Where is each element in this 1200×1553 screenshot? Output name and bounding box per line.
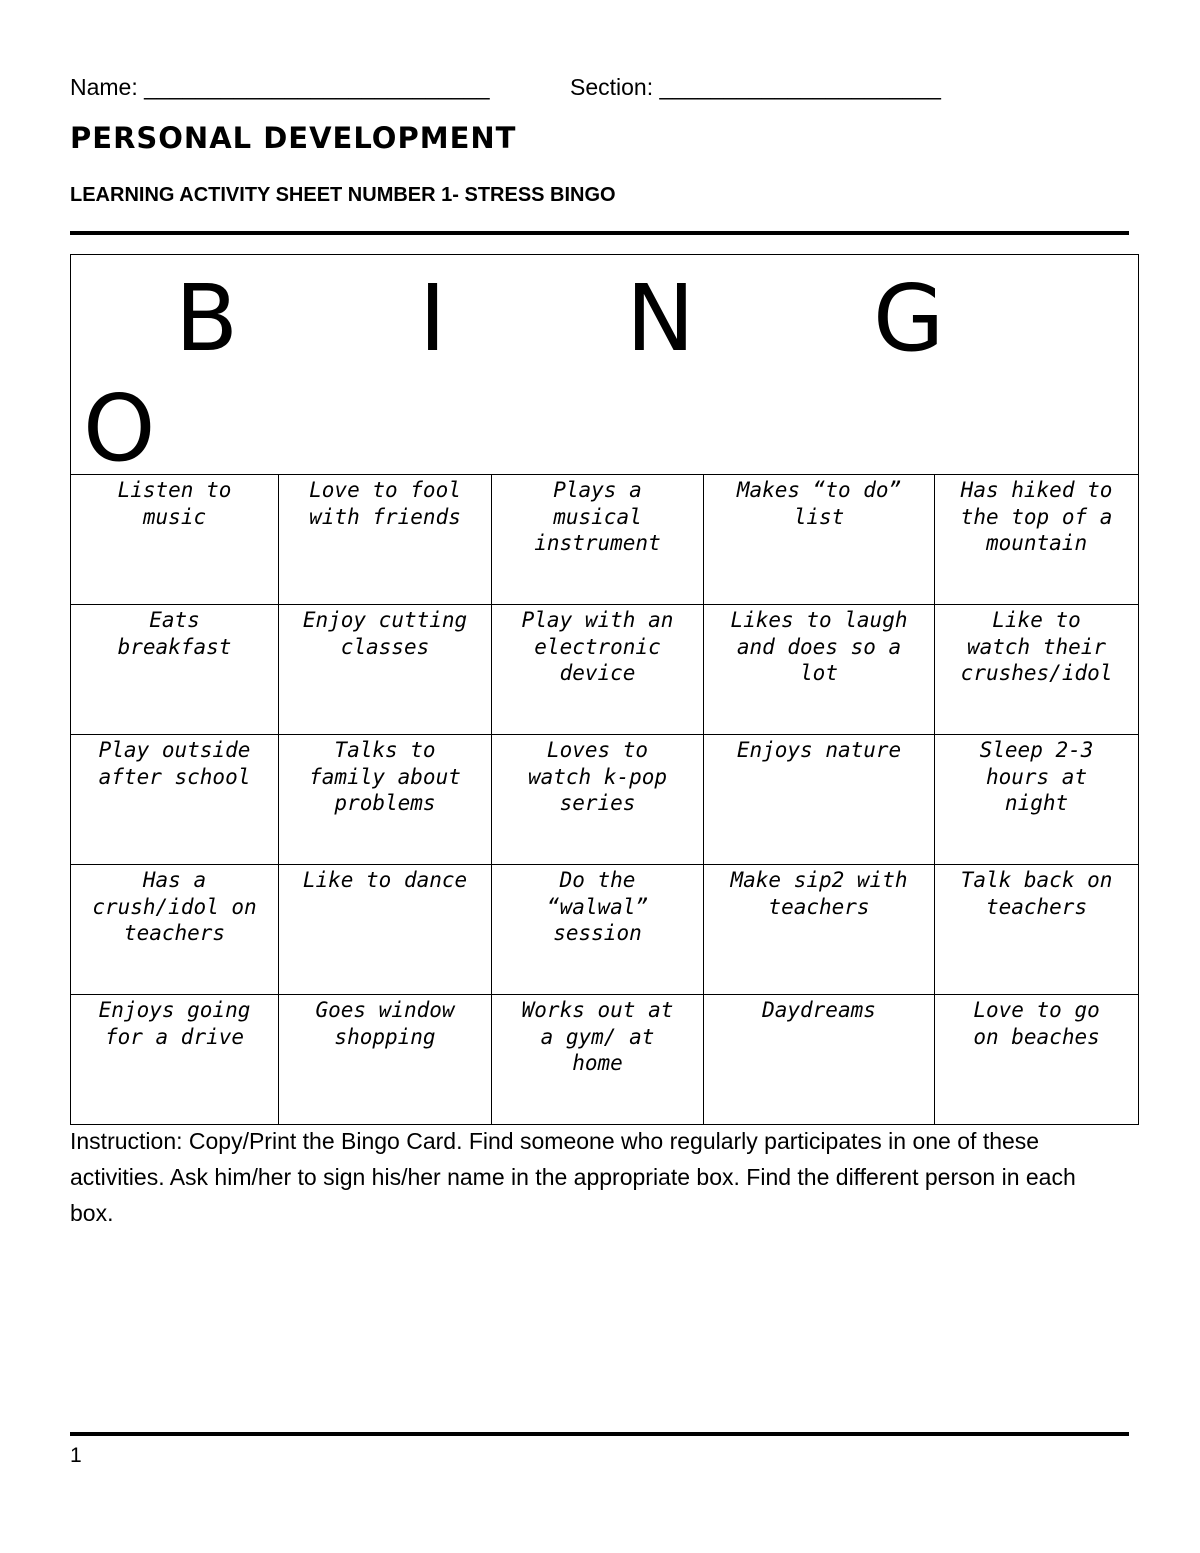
page-number: 1	[70, 1444, 82, 1467]
top-divider	[70, 231, 1129, 235]
bingo-square[interactable]: Enjoy cutting classes	[279, 605, 492, 735]
bingo-row	[71, 735, 1139, 865]
bingo-square[interactable]: Eats breakfast	[71, 605, 279, 735]
bingo-row	[71, 475, 1139, 605]
activity-subtitle: LEARNING ACTIVITY SHEET NUMBER 1- STRESS BINGO	[70, 184, 616, 206]
bingo-letter-i: I	[419, 265, 447, 372]
bingo-square[interactable]: Has hiked to the top of a mountain	[935, 475, 1139, 605]
bingo-square[interactable]: Do the “walwal” session	[492, 865, 704, 995]
name-section-line	[70, 74, 941, 101]
bingo-square[interactable]: Love to fool with friends	[279, 475, 492, 605]
page-title: PERSONAL DEVELOPMENT	[70, 121, 517, 155]
bingo-row	[71, 605, 1139, 735]
bingo-row	[71, 865, 1139, 995]
bingo-square[interactable]: Likes to laugh and does so a lot	[704, 605, 935, 735]
bingo-letter-o: O	[83, 375, 156, 475]
bingo-square[interactable]: Play with an electronic device	[492, 605, 704, 735]
bingo-square[interactable]: Plays a musical instrument	[492, 475, 704, 605]
bingo-square[interactable]: Talk back on teachers	[935, 865, 1139, 995]
name-field[interactable]: Name: ___________________________	[70, 74, 490, 100]
bingo-square[interactable]: Make sip2 with teachers	[704, 865, 935, 995]
bingo-square[interactable]: Like to watch their crushes/idol	[935, 605, 1139, 735]
bingo-square[interactable]: Has a crush/idol on teachers	[71, 865, 279, 995]
bingo-square[interactable]: Goes window shopping	[279, 995, 492, 1125]
bingo-square[interactable]: Enjoys nature	[704, 735, 935, 865]
instruction-text: Instruction: Copy/Print the Bingo Card. Find someone who regularly participates in one of these activities. Ask him/her to sign his/her name in the appropriate box. Find the different person in each box.	[70, 1128, 1076, 1226]
bingo-banner	[71, 255, 1139, 475]
bingo-square[interactable]: Makes “to do” list	[704, 475, 935, 605]
bingo-letter-b: B	[175, 265, 239, 372]
footer-divider	[70, 1432, 1129, 1436]
bingo-square[interactable]: Works out at a gym/ at home	[492, 995, 704, 1125]
bingo-square[interactable]: Play outside after school	[71, 735, 279, 865]
bingo-square[interactable]: Enjoys going for a drive	[71, 995, 279, 1125]
bingo-banner-row	[71, 255, 1139, 475]
section-field[interactable]: Section: ______________________	[570, 74, 941, 100]
bingo-square[interactable]: Talks to family about problems	[279, 735, 492, 865]
bingo-square[interactable]: Daydreams	[704, 995, 935, 1125]
bingo-square[interactable]: Like to dance	[279, 865, 492, 995]
bingo-square[interactable]: Sleep 2-3 hours at night	[935, 735, 1139, 865]
bingo-square[interactable]: Listen to music	[71, 475, 279, 605]
bingo-letter-g: G	[873, 265, 945, 372]
bingo-card	[70, 254, 1139, 1125]
bingo-square[interactable]: Loves to watch k-pop series	[492, 735, 704, 865]
bingo-letter-n: N	[626, 265, 695, 372]
bingo-square[interactable]: Love to go on beaches	[935, 995, 1139, 1125]
bingo-row	[71, 995, 1139, 1125]
